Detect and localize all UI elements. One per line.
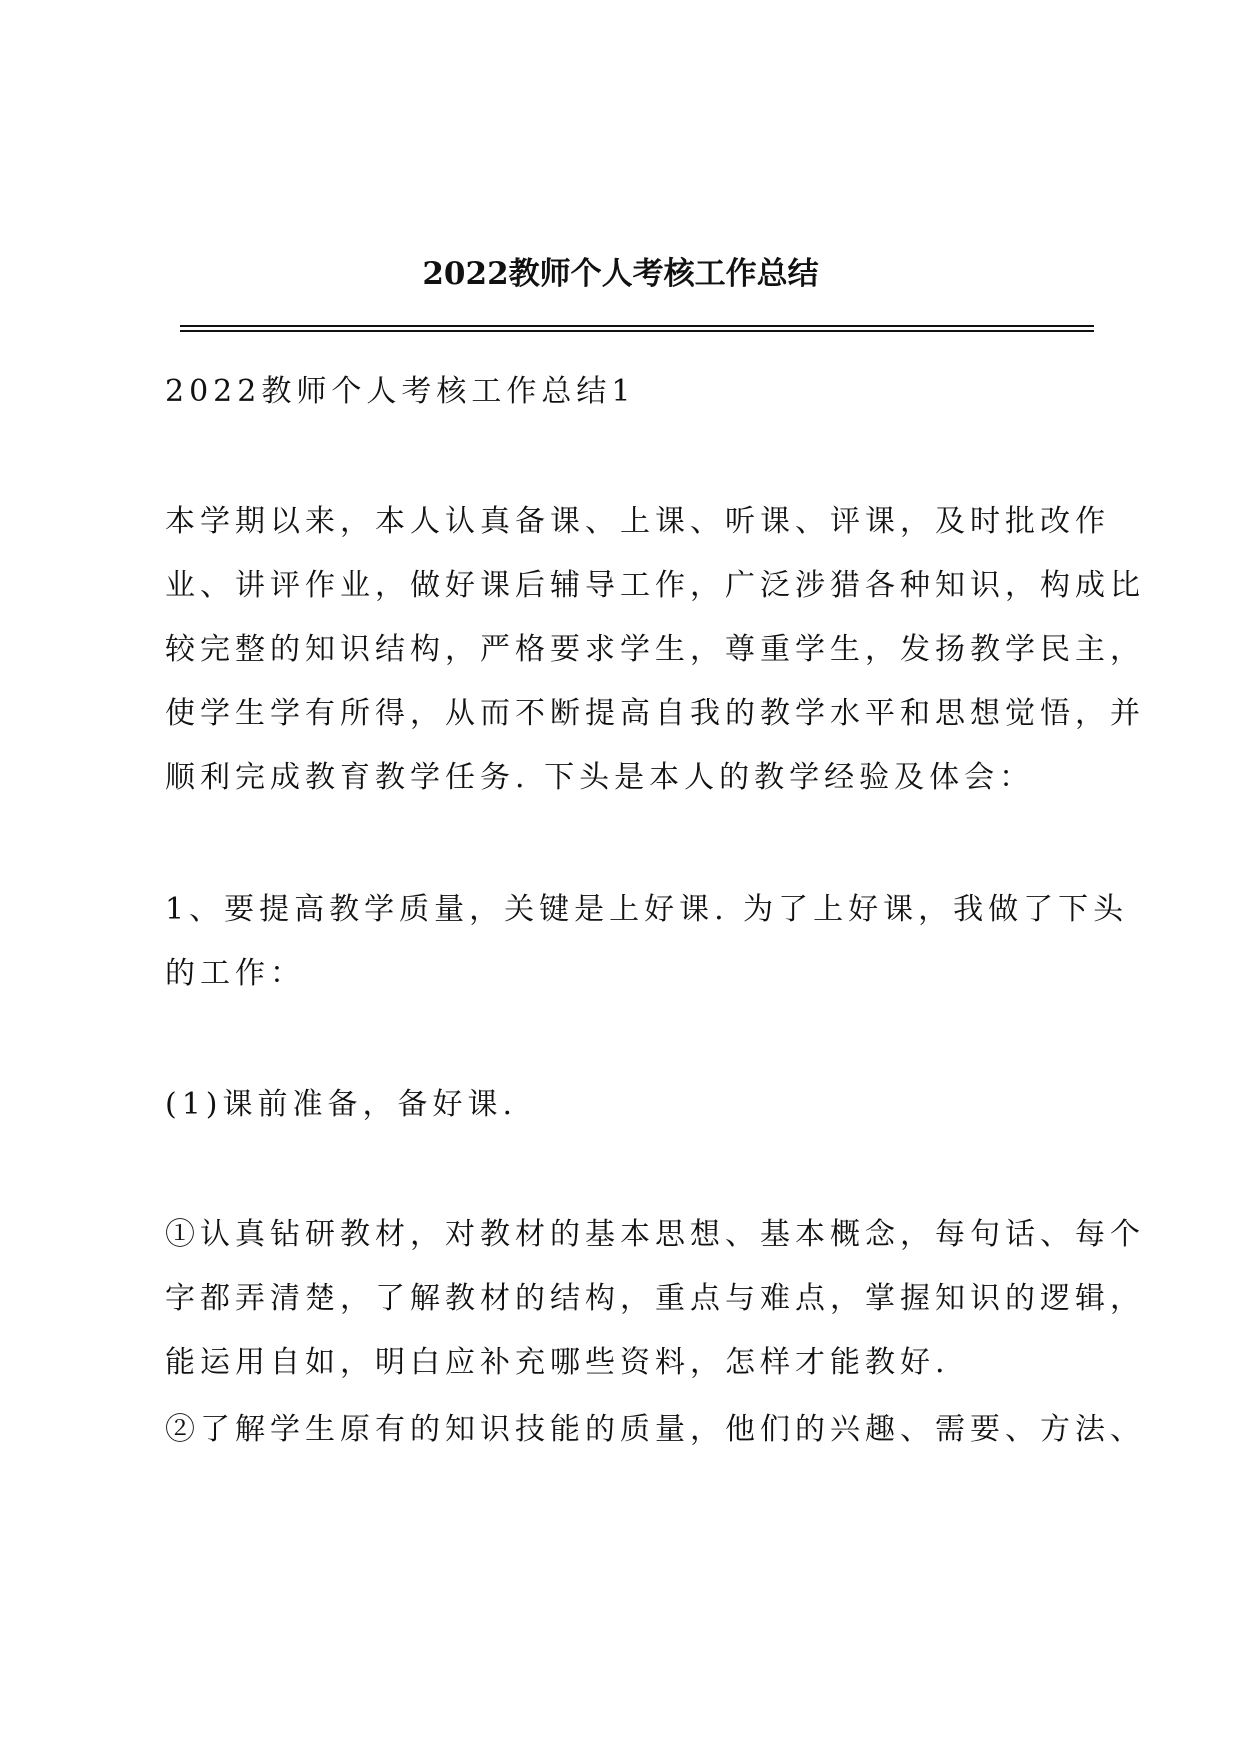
- paragraph-2-line-1: 1、要提高教学质量，关键是上好课. 为了上好课，我做了下头: [165, 892, 1129, 927]
- title-double-rule: [180, 325, 1094, 332]
- document-title: 2022教师个人考核工作总结: [422, 256, 819, 292]
- paragraph-4-line-2: 字都弄清楚，了解教材的结构，重点与难点，掌握知识的逻辑，: [165, 1281, 1145, 1316]
- paragraph-2-line-2: 的工作：: [165, 956, 305, 991]
- paragraph-1: [165, 490, 1145, 810]
- paragraph-4-line-3: 能运用自如，明白应补充哪些资料，怎样才能教好.: [165, 1345, 950, 1380]
- paragraph-3: [165, 1073, 1095, 1137]
- section-heading-line: 2022教师个人考核工作总结1: [165, 374, 636, 409]
- paragraph-1-line-4: 使学生学有所得，从而不断提高自我的教学水平和思想觉悟，并: [165, 696, 1145, 731]
- paragraph-4: [165, 1203, 1145, 1395]
- paragraph-1-line-5: 顺利完成教育教学任务. 下头是本人的教学经验及体会：: [165, 760, 1035, 795]
- paragraph-1-line-1: 本学期以来，本人认真备课、上课、听课、评课，及时批改作: [165, 504, 1110, 539]
- paragraph-2: [165, 878, 1129, 1006]
- paragraph-1-line-3: 较完整的知识结构，严格要求学生，尊重学生，发扬教学民主，: [165, 632, 1145, 667]
- paragraph-1-line-2: 业、讲评作业，做好课后辅导工作，广泛涉猎各种知识，构成比: [165, 568, 1145, 603]
- paragraph-4-line-1: ①认真钻研教材，对教材的基本思想、基本概念，每句话、每个: [165, 1217, 1145, 1252]
- section-heading: [165, 360, 1095, 424]
- paragraph-3-line-1: (1)课前准备，备好课.: [165, 1087, 518, 1122]
- paragraph-5-line-1: ②了解学生原有的知识技能的质量，他们的兴趣、需要、方法、: [165, 1412, 1145, 1447]
- paragraph-5: [165, 1398, 1145, 1462]
